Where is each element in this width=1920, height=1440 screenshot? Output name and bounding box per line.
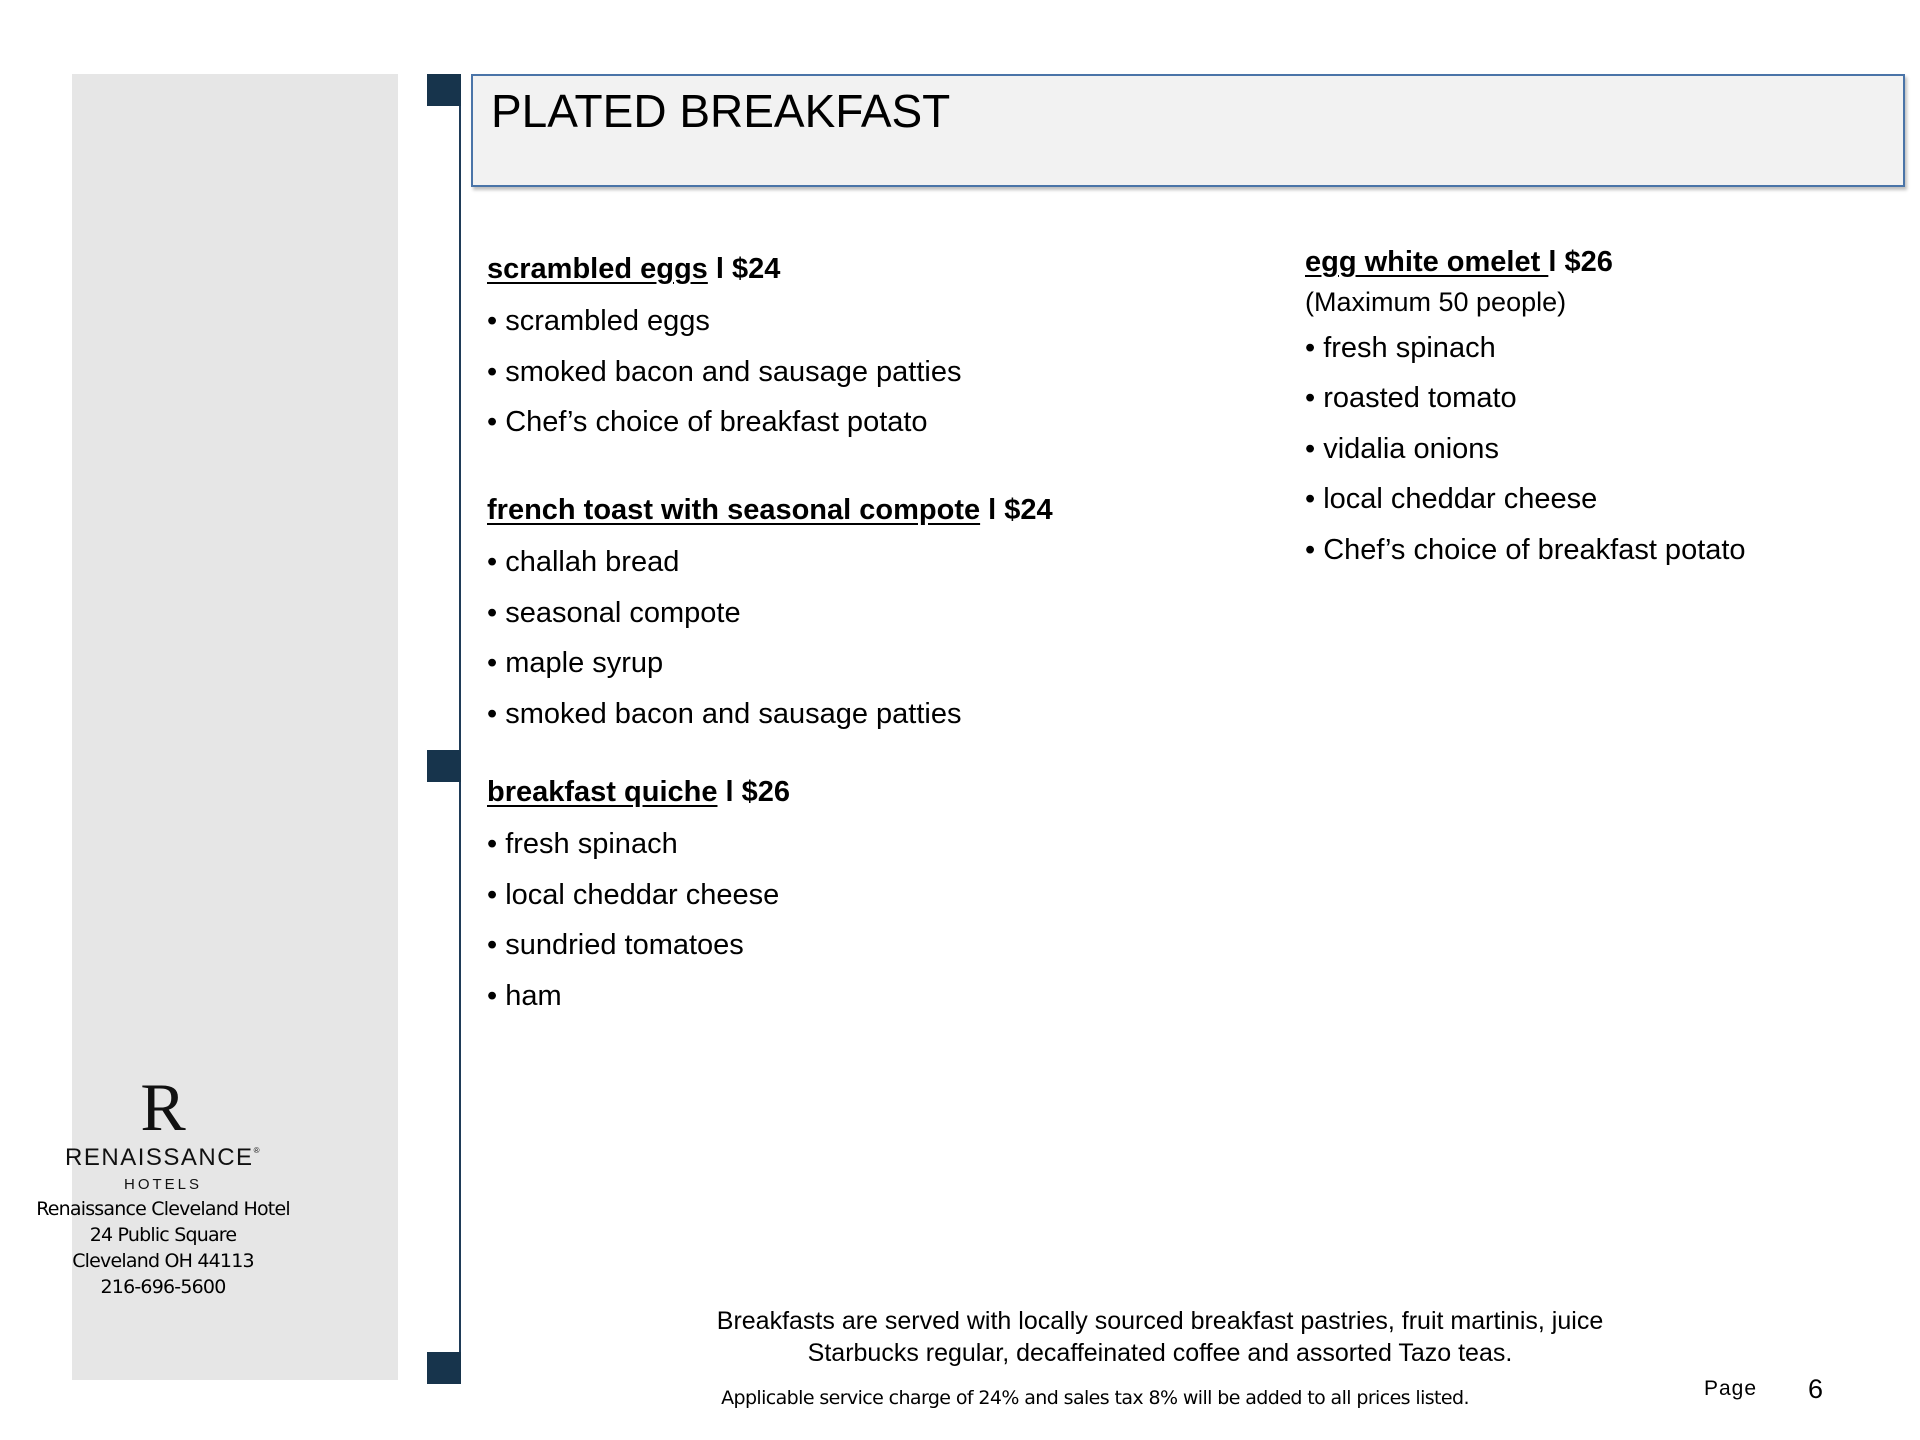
renaissance-logo-letter: R [140, 1069, 186, 1145]
list-item: • Chef’s choice of breakfast potato [487, 406, 928, 438]
page-label: Page [1704, 1377, 1758, 1400]
menu-item-price: l $24 [980, 494, 1053, 526]
divider-marker-top [427, 74, 461, 106]
footer-note-line2: Starbucks regular, decaffeinated coffee and assorted Tazo teas. [807, 1339, 1513, 1367]
logo-subtitle: HOTELS [123, 1176, 202, 1193]
list-item: • scrambled eggs [487, 305, 710, 337]
menu-item-name: french toast with seasonal compote [487, 494, 981, 526]
menu-item-price: l $24 [707, 253, 781, 285]
divider-marker-middle [427, 750, 461, 782]
menu-item-note: (Maximum 50 people) [1305, 287, 1567, 317]
page-number: 6 [1808, 1374, 1824, 1404]
hotel-phone: 216-696-5600 [100, 1276, 226, 1298]
hotel-street: 24 Public Square [89, 1224, 237, 1246]
list-item: • local cheddar cheese [487, 879, 780, 911]
menu-item-price: l $26 [1548, 246, 1613, 278]
registered-mark: ® [253, 1146, 261, 1155]
hotel-name: Renaissance Cleveland Hotel [36, 1198, 290, 1220]
menu-item-quiche-heading [487, 776, 790, 809]
service-charge-note: Applicable service charge of 24% and sales tax 8% will be added to all prices listed. [721, 1387, 1469, 1409]
divider-marker-bottom [427, 1352, 461, 1384]
list-item: • seasonal compote [487, 597, 741, 629]
menu-item-name: egg white omelet [1305, 246, 1549, 278]
list-item: • smoked bacon and sausage patties [487, 356, 962, 388]
list-item: • maple syrup [487, 647, 664, 679]
list-item: • Chef’s choice of breakfast potato [1305, 534, 1746, 566]
logo-word: RENAISSANCE [65, 1144, 254, 1171]
list-item: • sundried tomatoes [487, 929, 744, 961]
list-item: • local cheddar cheese [1305, 483, 1598, 515]
hotel-city: Cleveland OH 44113 [72, 1250, 254, 1272]
title-box [471, 74, 1905, 187]
list-item: • roasted tomato [1305, 382, 1517, 414]
page-title: PLATED BREAKFAST [491, 85, 951, 137]
menu-item-name: breakfast quiche [487, 776, 718, 808]
list-item: • ham [487, 980, 562, 1012]
menu-item-price: l $26 [717, 776, 791, 808]
list-item: • fresh spinach [487, 828, 678, 860]
menu-item-scrambled-eggs-heading [487, 253, 780, 286]
hotel-address [0, 1196, 326, 1300]
footer-note-line1: Breakfasts are served with locally sourced breakfast pastries, fruit martinis, juice [716, 1307, 1604, 1335]
renaissance-logo-wordmark [0, 1144, 326, 1172]
vertical-divider [459, 74, 461, 1384]
menu-item-french-toast-heading [487, 494, 1053, 527]
menu-item-name: scrambled eggs [487, 253, 708, 285]
list-item: • fresh spinach [1305, 332, 1496, 364]
list-item: • vidalia onions [1305, 433, 1499, 465]
list-item: • challah bread [487, 546, 680, 578]
menu-item-omelet-heading [1305, 246, 1613, 279]
list-item: • smoked bacon and sausage patties [487, 698, 962, 730]
